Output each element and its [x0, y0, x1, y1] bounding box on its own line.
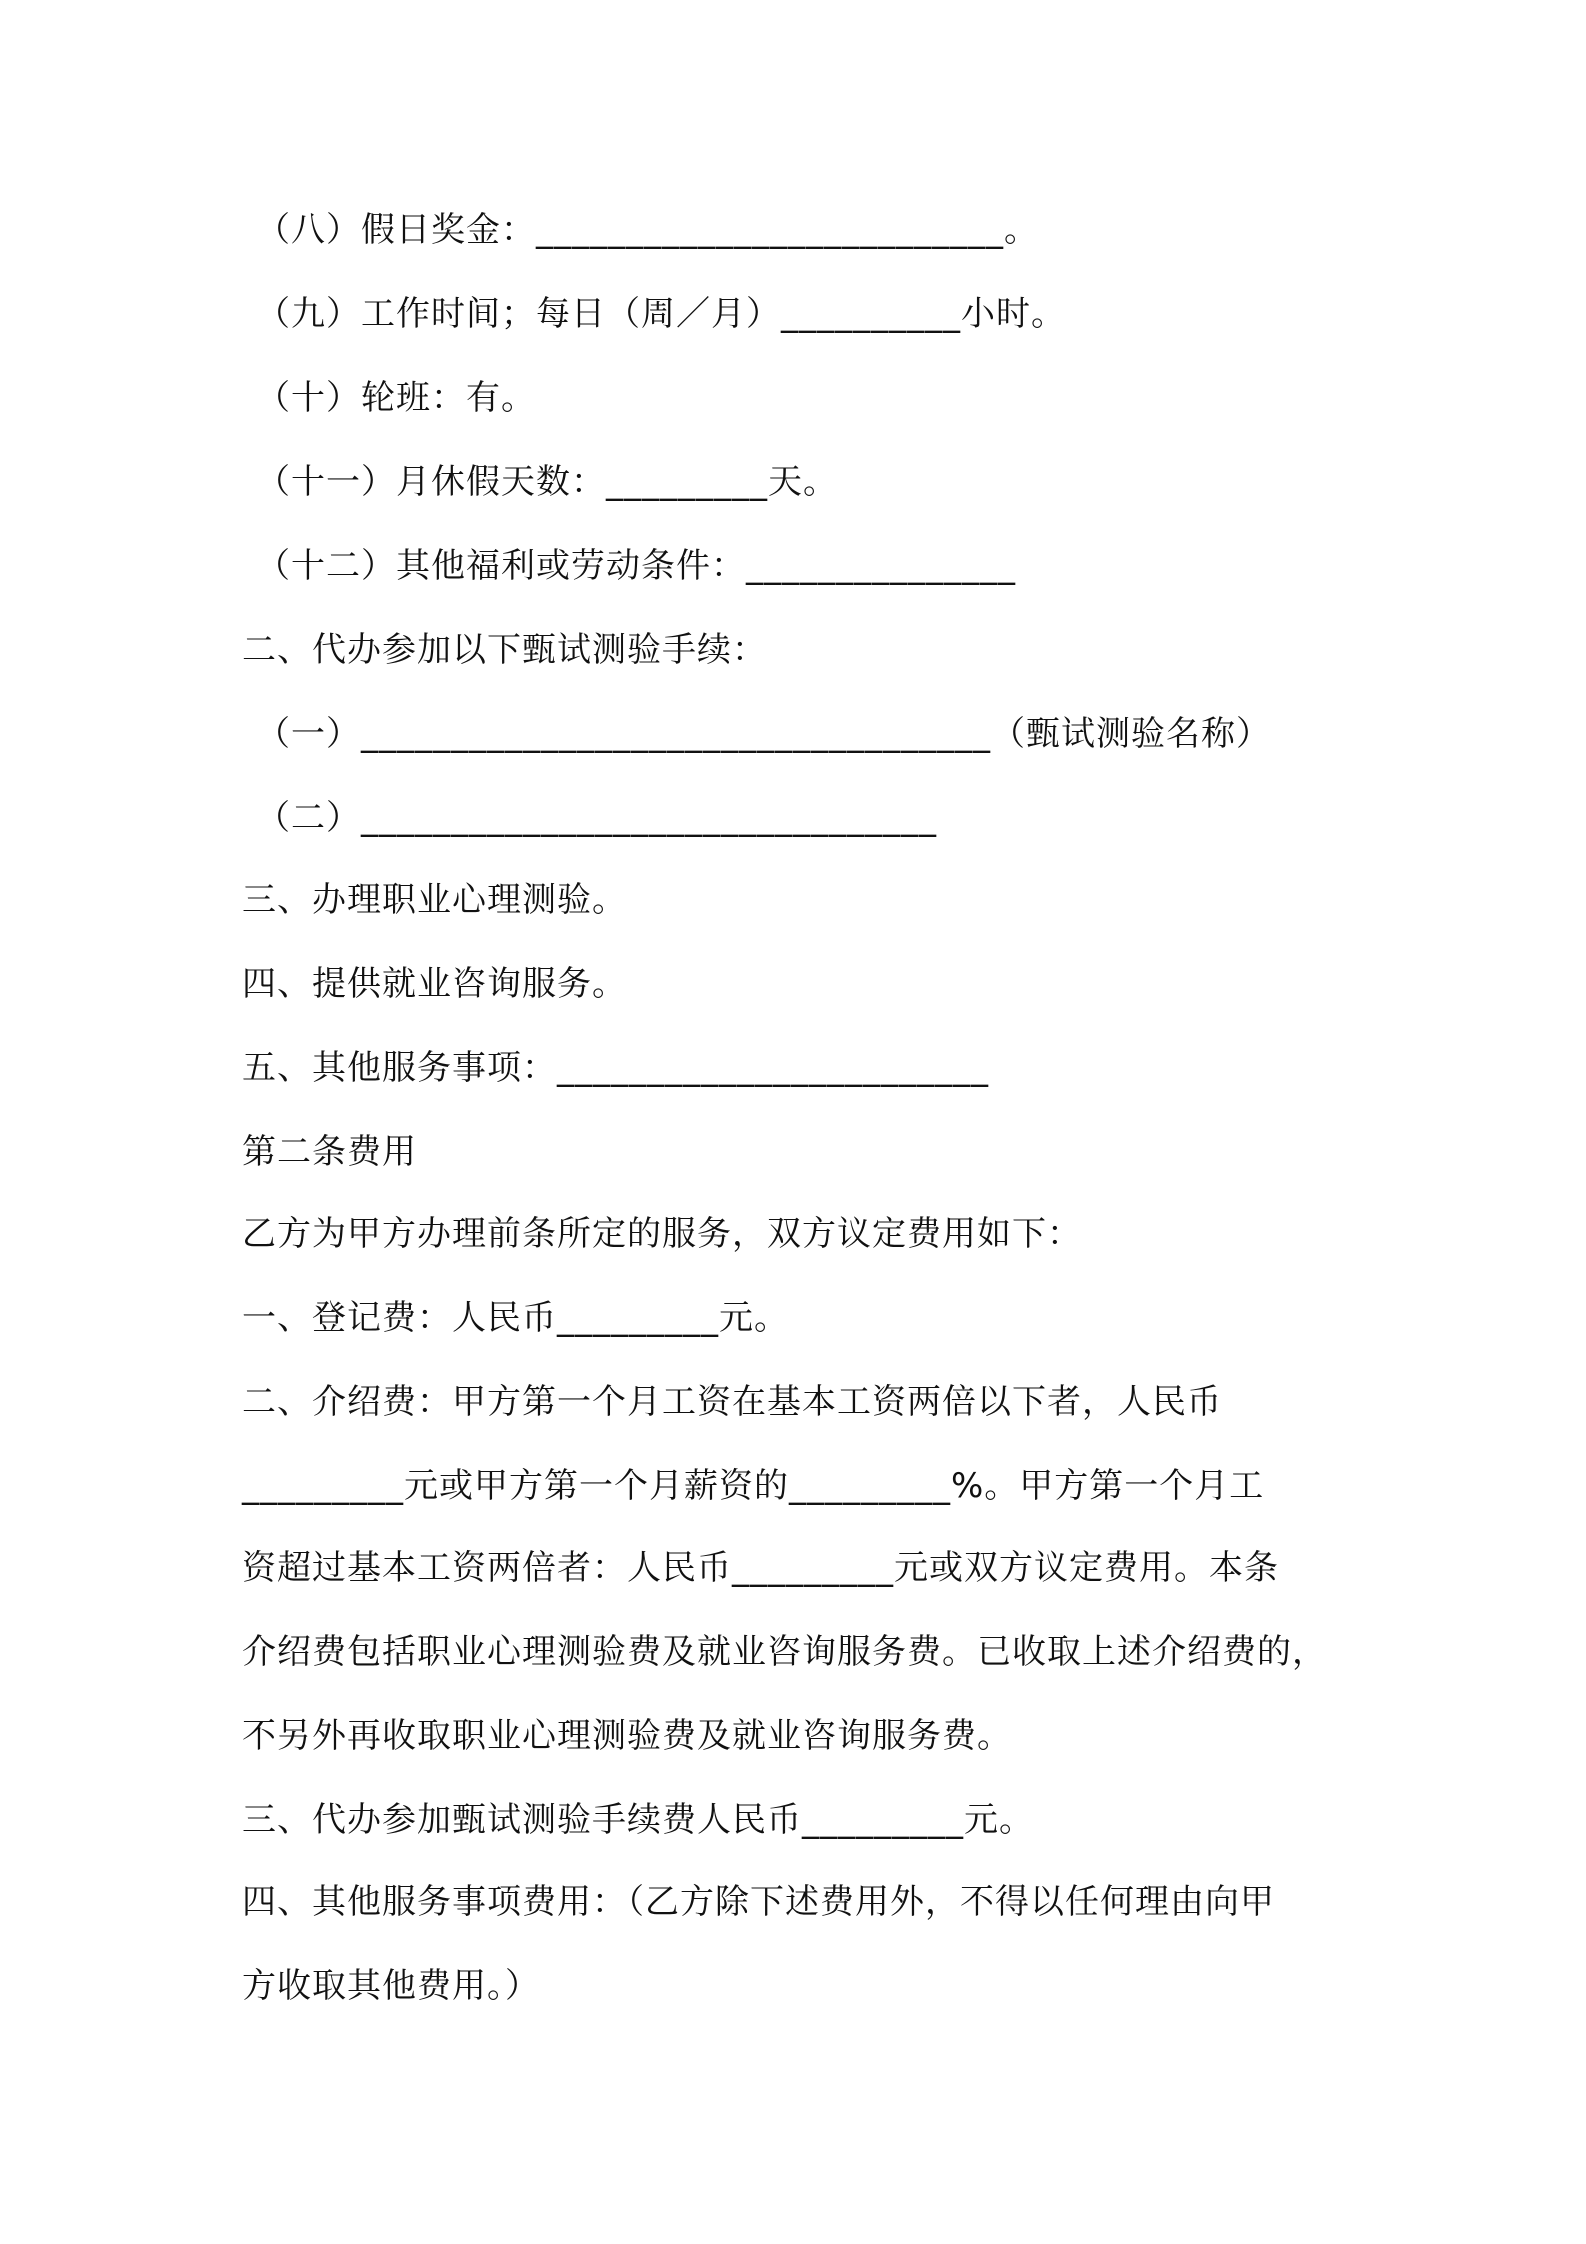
fee-item-2-line-1: 二、介绍费：甲方第一个月工资在基本工资两倍以下者，人民币 — [242, 1382, 1222, 1422]
fee-item-1: 一、登记费：人民币_________元。 — [242, 1298, 789, 1338]
section-heading-3: 三、办理职业心理测验。 — [242, 880, 627, 920]
clause-item-11: （十一）月休假天数：_________天。 — [256, 462, 838, 502]
fee-item-2-line-3: 资超过基本工资两倍者：人民币_________元或双方议定费用。本条 — [242, 1548, 1279, 1588]
section-heading-2: 二、代办参加以下甄试测验手续： — [242, 630, 767, 670]
fee-intro-text: 乙方为甲方办理前条所定的服务，双方议定费用如下： — [242, 1214, 1082, 1254]
fee-item-2-line-4: 介绍费包括职业心理测验费及就业咨询服务费。已收取上述介绍费的， — [242, 1632, 1327, 1672]
exam-item-2: （二）________________________________ — [256, 798, 937, 838]
clause-item-9: （九）工作时间；每日（周／月）__________小时。 — [256, 294, 1066, 334]
fee-item-2-line-2: _________元或甲方第一个月薪资的_________%。甲方第一个月工 — [242, 1466, 1265, 1506]
exam-item-1: （一）___________________________________（甄试测验名称） — [256, 714, 1271, 754]
fee-item-2-line-5: 不另外再收取职业心理测验费及就业咨询服务费。 — [242, 1716, 1012, 1756]
section-heading-5: 五、其他服务事项：________________________ — [242, 1048, 989, 1088]
fee-item-4-line-2: 方收取其他费用。） — [242, 1966, 540, 2006]
clause-item-8: （八）假日奖金：__________________________。 — [256, 210, 1039, 250]
article-heading-2: 第二条费用 — [242, 1132, 417, 1172]
fee-item-4-line-1: 四、其他服务事项费用：（乙方除下述费用外，不得以任何理由向甲 — [242, 1882, 1275, 1922]
section-heading-4: 四、提供就业咨询服务。 — [242, 964, 627, 1004]
clause-item-10: （十）轮班：有。 — [256, 378, 536, 418]
clause-item-12: （十二）其他福利或劳动条件：_______________ — [256, 546, 1016, 586]
fee-item-3: 三、代办参加甄试测验手续费人民币_________元。 — [242, 1800, 1034, 1840]
